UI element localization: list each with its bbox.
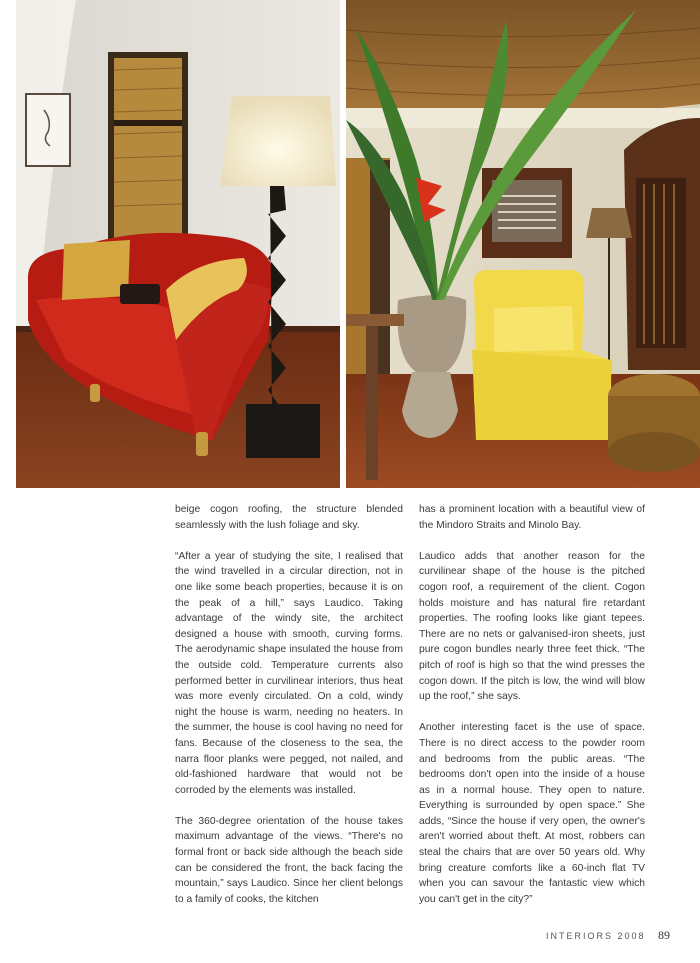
photo-left <box>16 0 340 488</box>
living-room-yellow-armchair-photo <box>346 0 700 488</box>
article-paragraph: “After a year of studying the site, I realised that the wind travelled in a circular direction, not in one like some beach properties, because it is on the peak of a hill,” says Laudico. Taking advantage of the windy site, the architect designed a house with smooth, curving forms. The aerodynamic shape insulated the house from the outside cold. Temperature currents also performed better in curvilinear interiors, thus heat was more evenly circulated. On a cold, windy night the house is warm, needing no heaters. In the summer, the house is cool having no need for fans. Because of the closeness to the sea, the narra floor planks were pegged, not nailed, and old-fashioned hardware that would not be corroded by the elements was installed. <box>175 550 403 796</box>
article-column-left <box>175 502 403 923</box>
article-paragraph: has a prominent location with a beautiful view of the Mindoro Straits and Minolo Bay. <box>419 504 645 531</box>
article-paragraph: The 360-degree orientation of the house takes maximum advantage of the views. “There's no formal front or back side although the beach side can be considered the front, the back facing the mountain,” says Laudico. Since her client belongs to a family of cooks, the kitchen <box>175 815 403 905</box>
article-paragraph: Laudico adds that another reason for the curvilinear shape of the house is the pitched cogon roof, a requirement of the client. Cogon holds moisture and has natural fire retardant properties. The roofing looks like giant tepees. There are no nets or galvanised-iron sheets, just pure cogon bundles nearly three feet thick. “The pitch of roof is high so that the wind presses the cogon down. If the pitch is low, the wind will blow up the roof,” she says. <box>419 550 645 703</box>
article-paragraph: beige cogon roofing, the structure blended seamlessly with the lush foliage and sky. <box>175 504 403 531</box>
article-column-right <box>419 502 645 923</box>
page-number: 89 <box>658 928 670 942</box>
article-paragraph: Another interesting facet is the use of space. There is no direct access to the powder room and bedrooms from the public areas. “The bedrooms don't open into the inside of a house as in a normal house. They open to nature. Everything is surrounded by open space.” She adds, “Since the house if very open, the owner's aren't worried about theft. At most, robbers can steal the chairs that are over 50 years old. Why bring creature comforts like a 60-inch flat TV when you can savour the fantastic view which you can't get in the city?” <box>419 722 645 905</box>
photo-right <box>346 0 700 488</box>
publication-name: INTERIORS 2008 <box>545 931 646 941</box>
living-room-red-sofa-photo <box>16 0 340 488</box>
page-footer <box>546 928 670 943</box>
